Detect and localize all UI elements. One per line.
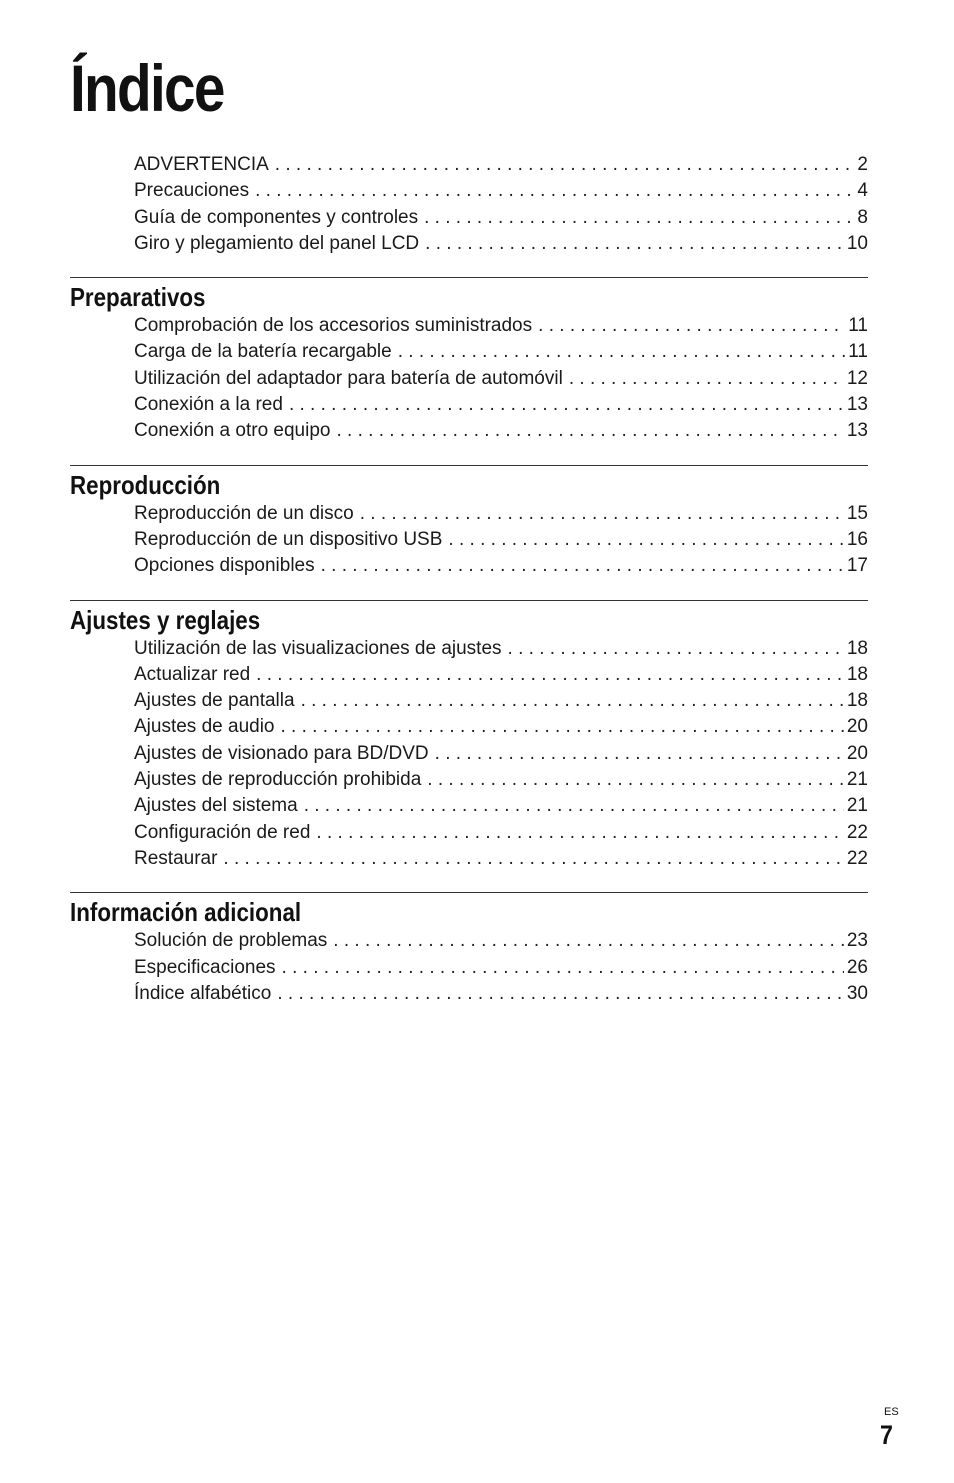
dot-leader [223,846,843,872]
dot-leader [255,178,854,204]
section-heading: Reproducción [70,469,221,500]
toc-entry-page: 23 [846,930,868,952]
toc-entry-label: Ajustes de audio [134,716,275,738]
toc-entry-label: Ajustes de pantalla [134,690,295,712]
toc-entry-page: 26 [846,956,868,978]
toc-entry-label: Opciones disponibles [134,555,315,577]
toc-entry-page: 30 [846,982,868,1004]
dot-leader [304,793,844,819]
toc-entry-label: Configuración de red [134,821,311,843]
toc-entry-label: Conexión a otro equipo [134,420,331,442]
page-title: Índice [70,51,224,125]
toc-entry-label: Conexión a la red [134,394,283,416]
toc-entry-label: Solución de problemas [134,930,328,952]
dot-leader [424,205,854,231]
toc-entry[interactable] [134,339,868,365]
dot-leader [360,501,844,527]
toc-entry[interactable] [134,152,868,178]
toc-entry-page: 13 [846,394,868,416]
toc-entry[interactable] [134,767,868,793]
section-heading: Ajustes y reglajes [70,604,261,635]
dot-leader [321,553,844,579]
footer-page-number: 7 [880,1420,893,1450]
toc-entry[interactable] [134,501,868,527]
dot-leader [301,688,844,714]
dot-leader [316,820,843,846]
dot-leader [281,714,844,740]
toc-entry-label: Precauciones [134,180,250,202]
dot-leader [275,152,855,178]
dot-leader [282,955,844,981]
toc-entry[interactable] [134,846,868,872]
toc-entry-label: Ajustes del sistema [134,795,298,817]
toc-entry-page: 13 [846,420,868,442]
toc-entry-label: Actualizar red [134,663,251,685]
dot-leader [289,392,844,418]
toc-entry[interactable] [134,928,868,954]
toc-entry-page: 16 [846,528,868,550]
toc-section-preparativos [70,277,868,444]
dot-leader [336,418,843,444]
dot-leader [569,366,844,392]
dot-leader [277,981,844,1007]
toc-entry-list [70,501,868,580]
dot-leader [398,339,846,365]
toc-entry-page: 20 [846,742,868,764]
toc-entry-label: Comprobación de los accesorios suministrados [134,315,533,337]
toc-entry-page: 2 [857,154,868,175]
toc-entry-page: 22 [846,821,868,843]
toc-section-ajustes [70,600,868,873]
toc-entry[interactable] [134,662,868,688]
toc-entry[interactable] [134,418,868,444]
toc-entry[interactable] [134,820,868,846]
dot-leader [333,928,844,954]
dot-leader [435,741,844,767]
toc-entry-label: Ajustes de reproducción prohibida [134,769,422,791]
toc-entry[interactable] [134,178,868,204]
toc-entry-page: 17 [846,555,868,577]
toc-entry-page: 11 [848,341,868,363]
toc-entry-label: Utilización de las visualizaciones de ajustes [134,637,502,659]
dot-leader [448,527,843,553]
toc-entry-page: 18 [846,637,868,659]
toc-entry-page: 18 [846,690,868,712]
toc-entry-list [70,152,868,257]
toc-entry[interactable] [134,313,868,339]
toc-section-reproduccion [70,465,868,580]
toc-entry-page: 12 [846,367,868,389]
toc-entry-label: ADVERTENCIA [134,154,269,175]
toc-entry-label: Reproducción de un disco [134,502,354,524]
toc-entry-label: Restaurar [134,847,218,869]
toc-entry-page: 20 [846,716,868,738]
toc-entry-page: 18 [846,663,868,685]
toc-section-informacion [70,892,868,1007]
footer-language-code: ES [884,1406,899,1418]
dot-leader [427,767,844,793]
toc-entry[interactable] [134,527,868,553]
toc-entry-label: Ajustes de visionado para BD/DVD [134,742,429,764]
toc-entry-page: 21 [846,795,868,817]
toc-entry[interactable] [134,205,868,231]
toc-entry-label: Especificaciones [134,956,276,978]
toc-entry[interactable] [134,553,868,579]
table-of-contents [70,152,868,1007]
toc-entry-page: 11 [848,315,868,337]
toc-entry[interactable] [134,392,868,418]
toc-entry-label: Utilización del adaptador para batería de automóvil [134,367,563,389]
toc-entry[interactable] [134,366,868,392]
toc-entry-label: Carga de la batería recargable [134,341,392,363]
toc-entry-page: 22 [846,847,868,869]
toc-entry[interactable] [134,688,868,714]
toc-entry[interactable] [134,981,868,1007]
toc-entry-page: 8 [857,206,868,228]
toc-entry-label: Giro y plegamiento del panel LCD [134,232,420,254]
toc-entry-label: Guía de componentes y controles [134,206,419,228]
toc-entry-page: 4 [857,180,868,202]
toc-entry[interactable] [134,955,868,981]
section-heading: Preparativos [70,282,206,313]
toc-entry-label: Reproducción de un dispositivo USB [134,528,443,550]
toc-entry-page: 21 [846,769,868,791]
toc-entry-page: 15 [846,502,868,524]
toc-entry[interactable] [134,636,868,662]
toc-entry[interactable] [134,714,868,740]
dot-leader [508,636,844,662]
toc-entry-list [70,313,868,444]
toc-entry[interactable] [134,231,868,257]
toc-entry[interactable] [134,793,868,819]
toc-entry[interactable] [134,741,868,767]
dot-leader [425,231,844,257]
toc-entry-list [70,928,868,1007]
dot-leader [256,662,844,688]
section-heading: Información adicional [70,897,302,928]
toc-section-intro [70,152,868,257]
toc-entry-label: Índice alfabético [134,982,272,1004]
toc-entry-list [70,636,868,873]
toc-entry-page: 10 [846,232,868,254]
dot-leader [538,313,845,339]
